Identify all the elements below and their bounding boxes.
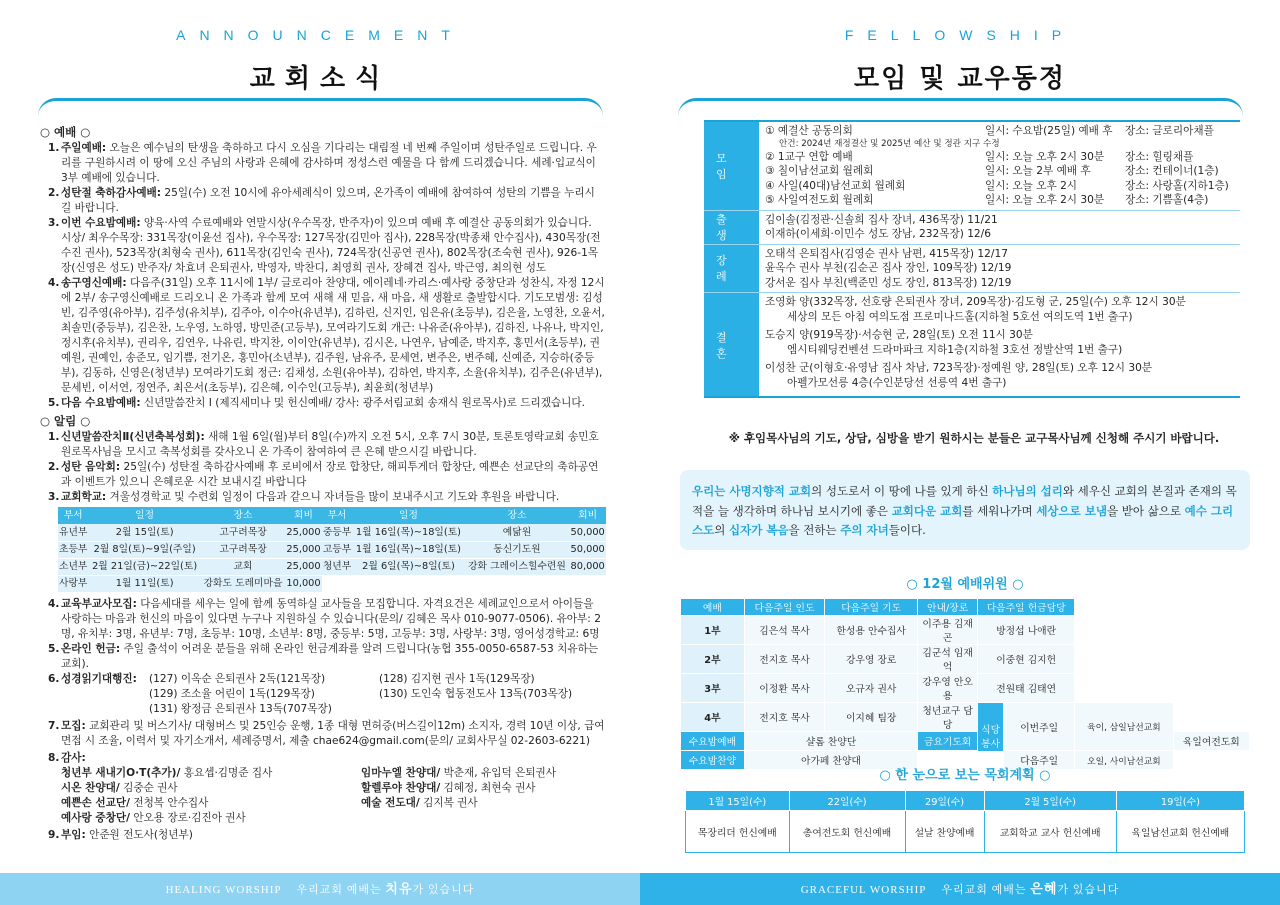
bible-reading-list <box>149 672 599 717</box>
table-cell: 강우영 장로 <box>825 645 918 674</box>
list-item: 3. 교회학교: 겨울성경학교 및 수련회 일정이 다음과 같으니 자녀들을 많이 보내주시고 기도와 후원을 바랍니다. <box>48 491 560 503</box>
thanks-entry: 청년부 새내기O·T(추가)/ 홍요셉·김명준 집사 <box>61 766 273 779</box>
table-row <box>58 558 606 575</box>
table-cell <box>569 575 606 592</box>
news-list <box>40 430 605 505</box>
table-cell: 유년부 <box>58 524 88 541</box>
vision-statement <box>680 470 1250 550</box>
section-caption: FELLOWSHIP <box>844 27 1076 43</box>
table-cell: 청년교구 담당 <box>918 703 978 732</box>
appointment-item: 9. 부임: 안준원 전도사(청년부) <box>48 828 193 841</box>
table-cell <box>322 575 352 592</box>
table-header: 회비 <box>569 507 606 524</box>
table-header: 예배 <box>681 599 745 616</box>
thanks-list <box>61 766 605 826</box>
fellowship-line: 아펠가모선릉 4층(수인분당선 선릉역 4번 출구) <box>787 376 1007 389</box>
list-item: 2. 성탄 음악회: 25일(수) 성탄절 축하감사예배 후 로비에서 장로 합창단, 해피투게더 합창단, 예쁜손 선교단의 축하공연과 이벤트가 있으니 은혜로운 시간 보내시길 바랍니다 <box>48 461 599 488</box>
birth-row: 출생 김이솔(김정관·신솔희 집사 장녀, 436목장) 11/21 이재하(이세희·이민수 성도 장남, 232목장) 12/6 <box>704 211 1240 245</box>
footer-banner: GRACEFUL WORSHIP 우리교회 예배는 은혜가 있습니다 <box>640 873 1280 905</box>
servers-title: ○ 12월 예배위원 ○ <box>906 577 1024 592</box>
meeting-row: ① 예결산 공동의회 일시: 수요밤(25일) 예배 후 장소: 글로리아채플 <box>765 125 1214 137</box>
plan-date: 1월 15일(수) <box>686 791 790 811</box>
title-divider <box>678 98 1243 116</box>
list-item: 4. 교육부교사모집: 다음세대를 세우는 일에 함께 동역하실 교사들을 모집합니다. 자격요건은 세례교인으로서 아이들을 사랑하는 마음과 헌신의 마음이 있다면 누구나 지원하실 수 있습니다(문의/ 김혜은 목사 010-9077-0506). 유아부: 2명, 유치부: 3명, 유년부: 7명, 초등부: 10명, 소년부: 8명, 중등부: 5명, 고등부: 3명, 사랑부: 3명, 영어성경학교: 6명 <box>48 597 601 640</box>
table-cell: 1부 <box>681 616 745 645</box>
table-cell: 전지호 목사 <box>744 645 824 674</box>
plan-title: ○ 한 눈으로 보는 목회계획 ○ <box>879 768 1051 783</box>
worship-servers-table <box>680 598 1250 770</box>
fellowship-line: 김이솔(김정관·신솔희 집사 장녀, 436목장) 11/21 <box>765 213 998 226</box>
table-cell: 50,000 <box>569 524 606 541</box>
table-header: 장소 <box>465 507 570 524</box>
table-cell: 이중현 김지헌 <box>978 645 1075 674</box>
table-cell: 고구려목장 <box>201 541 285 558</box>
table-cell: 3부 <box>681 674 745 703</box>
table-cell: 이정환 목사 <box>744 674 824 703</box>
table-cell: 김은석 목사 <box>744 616 824 645</box>
table-cell: 전지호 목사 <box>744 703 824 732</box>
fellowship-page <box>640 0 1280 905</box>
table-row <box>58 575 606 592</box>
table-cell <box>465 575 570 592</box>
vision-fragment: 예수 그리스도 <box>692 503 1234 537</box>
table-cell: 이주용 김재곤 <box>918 616 978 645</box>
list-item: 3. 이번 수요밤예배: 양육·사역 수료예배와 연말시상(우수목장, 반주자)이 있으며 예배 후 예결산 공동의회가 있습니다. 시상/ 최우수목장: 331목장(이윤선 집사), 우수목장: 127목장(김민아 집사), 228목장(박종채 안수집사), 430목장(전수진 권사), 523목장(최형숙 권사), 611목장(김인숙 권사), 724목장(신공연 권사), 802목장(조숙현 권사), 926-1목장(신영은 성도) 반주자/ 차효녀 은퇴권사, 박영자, 박찬디, 최영희 권사, 장혜견 집사, 박근영, 최의현 성도 <box>48 217 601 274</box>
table-header: 안내/장로 <box>918 599 978 616</box>
list-item: 5. 다음 수요밤예배: 신년말씀잔치 I (제직세미나 및 헌신예배/ 강사: 광주서림교회 송재식 원로목사)로 드리겠습니다. <box>48 397 586 409</box>
recruit-item: 7. 모집: 교회관리 및 버스기사/ 대형버스 및 25인승 운행, 1종 대형 면허증(버스길이12m) 소지자, 경력 10년 이상, 급여 면접 시 조율, 이력서 및 자기소개서, 세례증명서, 제출 chae624@gmail.com(문의/ 교회사무실 02-2603-6221) <box>48 719 605 747</box>
bible-reading-item: 6. 성경읽기대행진: (127) 이옥순 은퇴권사 2독(121목장) (128) 김지현 권사 1독(129목장) (129) 조소율 어린이 1독(129목장) (130) 도인숙 협동전도사 13독(703목장) (131) 왕정금 은퇴권사 13독(707목장) <box>40 672 605 717</box>
table-header: 일정 <box>88 507 200 524</box>
table-cell: 50,000 <box>569 541 606 558</box>
list-item: 1. 주일예배: 오늘은 예수님의 탄생을 축하하고 다시 오심을 기다리는 대림절 네 번째 주일이며 성탄주일로 드립니다. 우리를 구원하시려 이 땅에 오신 주님의 사랑과 은혜에 감사하며 정성스런 예물을 다 함께 드리겠습니다. 세례·입교식이 3부 예배에 있습니다. <box>48 142 597 184</box>
table-cell: 한성용 안수집사 <box>825 616 918 645</box>
pastoral-plan-table <box>685 790 1245 853</box>
table-cell: 육이, 삼일남선교회 <box>1075 703 1173 751</box>
bible-reading-entry <box>379 702 599 717</box>
table-cell: 1월 11일(토) <box>88 575 200 592</box>
vision-fragment: 와 세우신 교회의 본질과 존재의 목적을 늘 생각하며 하나님 보시기에 좋은 <box>692 484 1237 518</box>
fellowship-line: 오태석 은퇴집사(김영순 권사 남편, 415목장) 12/17 <box>765 247 1008 260</box>
table-cell: 강화도 도레미마을 <box>201 575 285 592</box>
bible-reading-entry: (129) 조소율 어린이 1독(129목장) <box>149 687 315 700</box>
fellowship-line: 이재하(이세희·이민수 성도 장남, 232목장) 12/6 <box>765 228 991 240</box>
table-row <box>681 645 1250 674</box>
table-cell: 2월 21일(금)~22일(토) <box>88 558 200 575</box>
table-row <box>681 616 1250 645</box>
table-cell: 이지혜 팀장 <box>825 703 918 732</box>
fellowship-line: 이성찬 군(이형호·유영남 집사 차남, 723목장)·정예원 양, 28일(토) 오후 12시 30분 <box>765 362 1153 374</box>
meeting-row: 안건: 2024년 재정결산 및 2025년 예산 및 정관 지구 수정 <box>779 138 1000 149</box>
table-cell: 김군석 임재억 <box>918 645 978 674</box>
table-row: 수요밤예배 샬롬 찬양단 금요기도회 육일여전도회 <box>681 732 1250 751</box>
table-cell: 중등부 <box>322 524 352 541</box>
table-cell: 고구려목장 <box>201 524 285 541</box>
thanks-item: 8. 감사: 청년부 새내기O·T(추가)/ 홍요셉·김명준 집사 임마누엘 찬양대/ 박춘재, 유입덕 은퇴권사 시온 찬양대/ 김중순 권사 할렐루야 찬양대/ 김혜정, 최현숙 권사 예쁜손 선교단/ 전청복 안수집사 예술 전도대/ 김지복 권사 예사랑 중창단/ 안오용 장로·김진아 권사 <box>40 751 605 826</box>
table-cell: 오규자 권사 <box>825 674 918 703</box>
funeral-row: 장례 오태석 은퇴집사(김영순 권사 남편, 415목장) 12/17 윤옥수 권사 부천(김순곤 집사 장인, 109목장) 12/19 강서운 집사 부친(백준민 성도 장인, 813목장) 12/19 <box>704 245 1240 294</box>
table-cell: 전원태 김태연 <box>978 674 1075 703</box>
table-cell: 초등부 <box>58 541 88 558</box>
news-heading: ○ 알림 ○ <box>40 414 91 428</box>
thanks-entry: 임마누엘 찬양대/ 박춘재, 유입덕 은퇴권사 <box>361 766 557 779</box>
list-item: 2. 성탄절 축하감사예배: 25일(수) 오전 10시에 유아세례식이 있으며, 온가족이 예배에 참여하여 성탄의 기쁨을 누리시길 바랍니다. <box>48 187 595 214</box>
table-row <box>681 674 1250 703</box>
page-title: 교회소식 <box>249 64 391 94</box>
table-cell: 교회 <box>201 558 285 575</box>
table-cell: 25,000 <box>285 558 322 575</box>
plan-date: 2월 5일(수) <box>984 791 1116 811</box>
table-row <box>58 524 606 541</box>
table-cell: 2월 15일(토) <box>88 524 200 541</box>
section-caption: ANNOUNCEMENT <box>176 27 464 43</box>
table-cell: 방정섭 나애란 <box>978 616 1075 645</box>
table-cell: 1월 16일(목)~18일(토) <box>352 541 464 558</box>
meeting-row: ② 1교구 연합 예배 일시: 오늘 오후 2시 30분 장소: 힐링채플 <box>765 150 1194 163</box>
vision-fragment: 세상으로 보냄 <box>1036 503 1107 518</box>
vision-fragment: 십자가 복음 <box>728 523 789 537</box>
fellowship-line: 도승지 양(919목장)·서승현 군, 28일(토) 오전 11시 30분 <box>765 329 1033 341</box>
title-divider <box>38 98 603 116</box>
wedding-row: 결혼 조영화 양(332목장, 선호량 은퇴권사 장녀, 209목장)·김도형 군, 25일(수) 오후 12시 30분 세상의 모든 아침 여의도점 프로미나드홀(지하철 5호선 여의도역 1번 출구) 도승지 양(919목장)·서승현 군, 28일(토) 오전 11시 30분 엠시티웨딩컨벤션 드라마파크 지하1층(지하철 3호선 정발산역 1번 출구) 이성찬 군(이형호·유영남 집사 차남, 723목장)·정예원 양, 28일(토) 오후 12시 30분 아펠가모선릉 4층(수인분당선 선릉역 4번 출구) <box>704 293 1240 396</box>
table-cell: 동신기도원 <box>465 541 570 558</box>
table-cell: 사랑부 <box>58 575 88 592</box>
plan-event: 육일남선교회 헌신예배 <box>1116 811 1244 853</box>
list-item: 1. 신년말씀잔치Ⅱ(신년축복성회): 새해 1월 6일(월)부터 8일(수)까지 오전 5시, 오후 7시 30분, 토론토영락교회 송민호 원로목사님을 모시고 축복성회를 갖사오니 온 가족이 참여하여 큰 은혜 받으시길 바랍니다. <box>48 431 599 458</box>
table-header: 장소 <box>201 507 285 524</box>
meeting-row: ⑤ 사일여전도회 월례회 일시: 오늘 오후 2시 30분 장소: 기쁨홀(4층) <box>765 194 1209 206</box>
news-list-2 <box>40 597 605 672</box>
table-header: 다음주일 인도 <box>744 599 824 616</box>
list-item: 4. 송구영신예배: 다음주(31일) 오후 11시에 1부/ 글로리아 찬양대, 에이레네·카리스·예사랑 중창단과 성찬식, 자정 12시에 2부/ 송구영신예배로 드리오니 온 가족과 함께 모여 새해 새 믿음, 새 마음, 새 생활로 출발합시다. 기도모범생: 김성빈, 김주영(유아부), 김주성(유치부), 김주아, 이수아(유년부), 김하린, 신지인, 임은유(초등부), 김은율, 노영찬, 오윤서, 최솔민(중등부), 김은찬, 노우영, 노하영, 방민준(고등부), 모여라기도회 개근: 나유준(유아부), 김하진, 나유나, 박지인, 정시후(유치부), 권리우, 김연우, 나유린, 박지찬, 이이안(유년부), 김시온, 나연우, 남예준, 박지후, 홍민서(초등부), 권예원, 권예인, 송준모, 임기쁨, 전기온, 홍민아(소년부), 김주원, 남유주, 문세연, 변주은, 변주혜, 신예준, 지승하(중등부), 김동하, 신영은(청년부) 모여라기도회 정근: 김채성, 소원(유아부), 김하연, 박지후, 소율(유치부), 김주은(유년부), 문세빈, 이서연, 정연주, 최은서(초등부), 김은혜, 이수인(고등부), 최윤희(청년부) <box>48 277 605 394</box>
table-header: 회비 <box>285 507 322 524</box>
table-cell: 80,000 <box>569 558 606 575</box>
gatherings-row: 모임 ① 예결산 공동의회 일시: 수요밤(25일) 예배 후 장소: 글로리아채플 안건: 2024년 재정결산 및 2025년 예산 및 정관 지구 수정 ② 1교구 연합 예배 일시: 오늘 오후 2시 30분 장소: 힐링채플 ③ 칠이남선교회 월례회 일시: 오늘 2부 예배 후 장소: 컨테이너(1층) ④ 사일(40대)남선교회 월례회 일시: 오늘 오후 2시 장소: 사랑홀(지하1층) ⑤ 사일여전도회 월례회 일시: 오늘 오후 2시 30분 장소: 기쁨홀(4층) <box>704 122 1240 211</box>
vision-fragment: 우리는 사명지향적 교회 <box>692 484 812 498</box>
meeting-row: ③ 칠이남선교회 월례회 일시: 오늘 2부 예배 후 장소: 컨테이너(1층) <box>765 165 1219 177</box>
fellowship-box <box>704 120 1240 398</box>
vision-fragment: 의 <box>714 523 729 537</box>
footer-banner: HEALING WORSHIP 우리교회 예배는 치유가 있습니다 <box>0 873 640 905</box>
plan-event: 설날 찬양예배 <box>905 811 984 853</box>
bible-reading-entry: (131) 왕정금 은퇴권사 13독(707목장) <box>149 702 332 715</box>
table-cell: 예닮원 <box>465 524 570 541</box>
vision-fragment: 하나님의 섭리 <box>992 484 1063 498</box>
vision-fragment: 을 전하는 <box>788 523 841 537</box>
table-row <box>681 703 1250 732</box>
table-header: 다음주일 헌금담당 <box>978 599 1075 616</box>
thanks-entry: 시온 찬양대/ 김중순 권사 <box>61 781 178 794</box>
table-row <box>58 541 606 558</box>
page-title: 모임 및 교우동정 <box>854 64 1066 94</box>
thanks-entry: 할렐루야 찬양대/ 김혜정, 최현숙 권사 <box>361 781 536 794</box>
thanks-entry: 예쁜손 선교단/ 전청복 안수집사 <box>61 796 209 809</box>
bible-reading-entry: (128) 김지현 권사 1독(129목장) <box>379 672 535 685</box>
table-cell: 강우영 안오용 <box>918 674 978 703</box>
table-cell: 2부 <box>681 645 745 674</box>
table-cell: 강화 그레이스힐수련원 <box>465 558 570 575</box>
vision-fragment: 들이다. <box>888 523 926 537</box>
table-cell: 1월 16일(목)~18일(토) <box>352 524 464 541</box>
table-cell: 4부 <box>681 703 745 732</box>
notice-text: ※ 후임목사님의 기도, 상담, 심방을 받기 원하시는 분들은 교구목사님께 신청해 주시기 바랍니다. <box>728 431 1220 445</box>
list-item: 5. 온라인 헌금: 주일 출석이 어려운 분들을 위해 온라인 헌금계좌를 알려 드립니다(농협 355-0050-6587-53 치유하는교회). <box>48 642 599 670</box>
vision-fragment: 를 세워나가며 <box>962 503 1037 518</box>
vision-fragment: 을 받아 삶으로 <box>1107 503 1185 518</box>
table-cell <box>352 575 464 592</box>
table-cell: 25,000 <box>285 524 322 541</box>
plan-date: 19일(수) <box>1116 791 1244 811</box>
table-header: 부서 <box>58 507 88 524</box>
fellowship-line: 강서운 집사 부친(백준민 성도 장인, 813목장) 12/19 <box>765 276 1012 289</box>
worship-list <box>40 141 605 411</box>
table-cell: 고등부 <box>322 541 352 558</box>
table-header: 다음주일 기도 <box>825 599 918 616</box>
table-cell: 소년부 <box>58 558 88 575</box>
vision-fragment: 의 성도로서 이 땅에 나를 있게 하신 <box>811 484 993 498</box>
meeting-row: ④ 사일(40대)남선교회 월례회 일시: 오늘 오후 2시 장소: 사랑홀(지하1층) <box>765 179 1229 192</box>
worship-heading: ○ 예배 ○ <box>40 125 91 139</box>
table-row: 수요밤찬양 아가페 찬양대 다음주일 오일, 사이남선교회 <box>681 751 1250 770</box>
table-cell: 이번주일 <box>1004 703 1075 751</box>
table-cell: 10,000 <box>285 575 322 592</box>
bible-reading-entry: (130) 도인숙 협동전도사 13독(703목장) <box>379 687 573 700</box>
vision-fragment: 교회다운 교회 <box>891 503 963 518</box>
vision-fragment: 주의 자녀 <box>840 523 889 537</box>
table-cell: 2월 8일(토)~9일(주일) <box>88 541 200 558</box>
thanks-entry <box>361 811 601 826</box>
table-cell: 2월 6일(목)~8일(토) <box>352 558 464 575</box>
plan-date: 29일(수) <box>905 791 984 811</box>
fellowship-line: 윤옥수 권사 부천(김순곤 집사 장인, 109목장) 12/19 <box>765 262 1012 274</box>
table-header: 일정 <box>352 507 464 524</box>
fellowship-line: 엠시티웨딩컨벤션 드라마파크 지하1층(지하철 3호선 정발산역 1번 출구) <box>787 343 1123 356</box>
fellowship-line: 조영화 양(332목장, 선호량 은퇴권사 장녀, 209목장)·김도형 군, 25일(수) 오후 12시 30분 <box>765 296 1186 308</box>
fellowship-line: 세상의 모든 아침 여의도점 프로미나드홀(지하철 5호선 여의도역 1번 출구) <box>787 310 1133 323</box>
thanks-entry: 예술 전도대/ 김지복 권사 <box>361 796 478 809</box>
table-header: 부서 <box>322 507 352 524</box>
bible-reading-entry: (127) 이옥순 은퇴권사 2독(121목장) <box>149 672 326 685</box>
plan-event: 교회학교 교사 헌신예배 <box>984 811 1116 853</box>
meal-label: 식당 봉사 <box>978 703 1004 770</box>
table-cell: 청년부 <box>322 558 352 575</box>
plan-event: 목장리더 헌신예배 <box>686 811 790 853</box>
table-cell: 25,000 <box>285 541 322 558</box>
thanks-entry: 예사랑 중창단/ 안오용 장로·김진아 권사 <box>61 811 246 824</box>
plan-date: 22일(수) <box>789 791 905 811</box>
school-schedule-table <box>58 507 606 593</box>
plan-event: 총여전도회 헌신예배 <box>789 811 905 853</box>
announcement-content <box>40 123 605 843</box>
